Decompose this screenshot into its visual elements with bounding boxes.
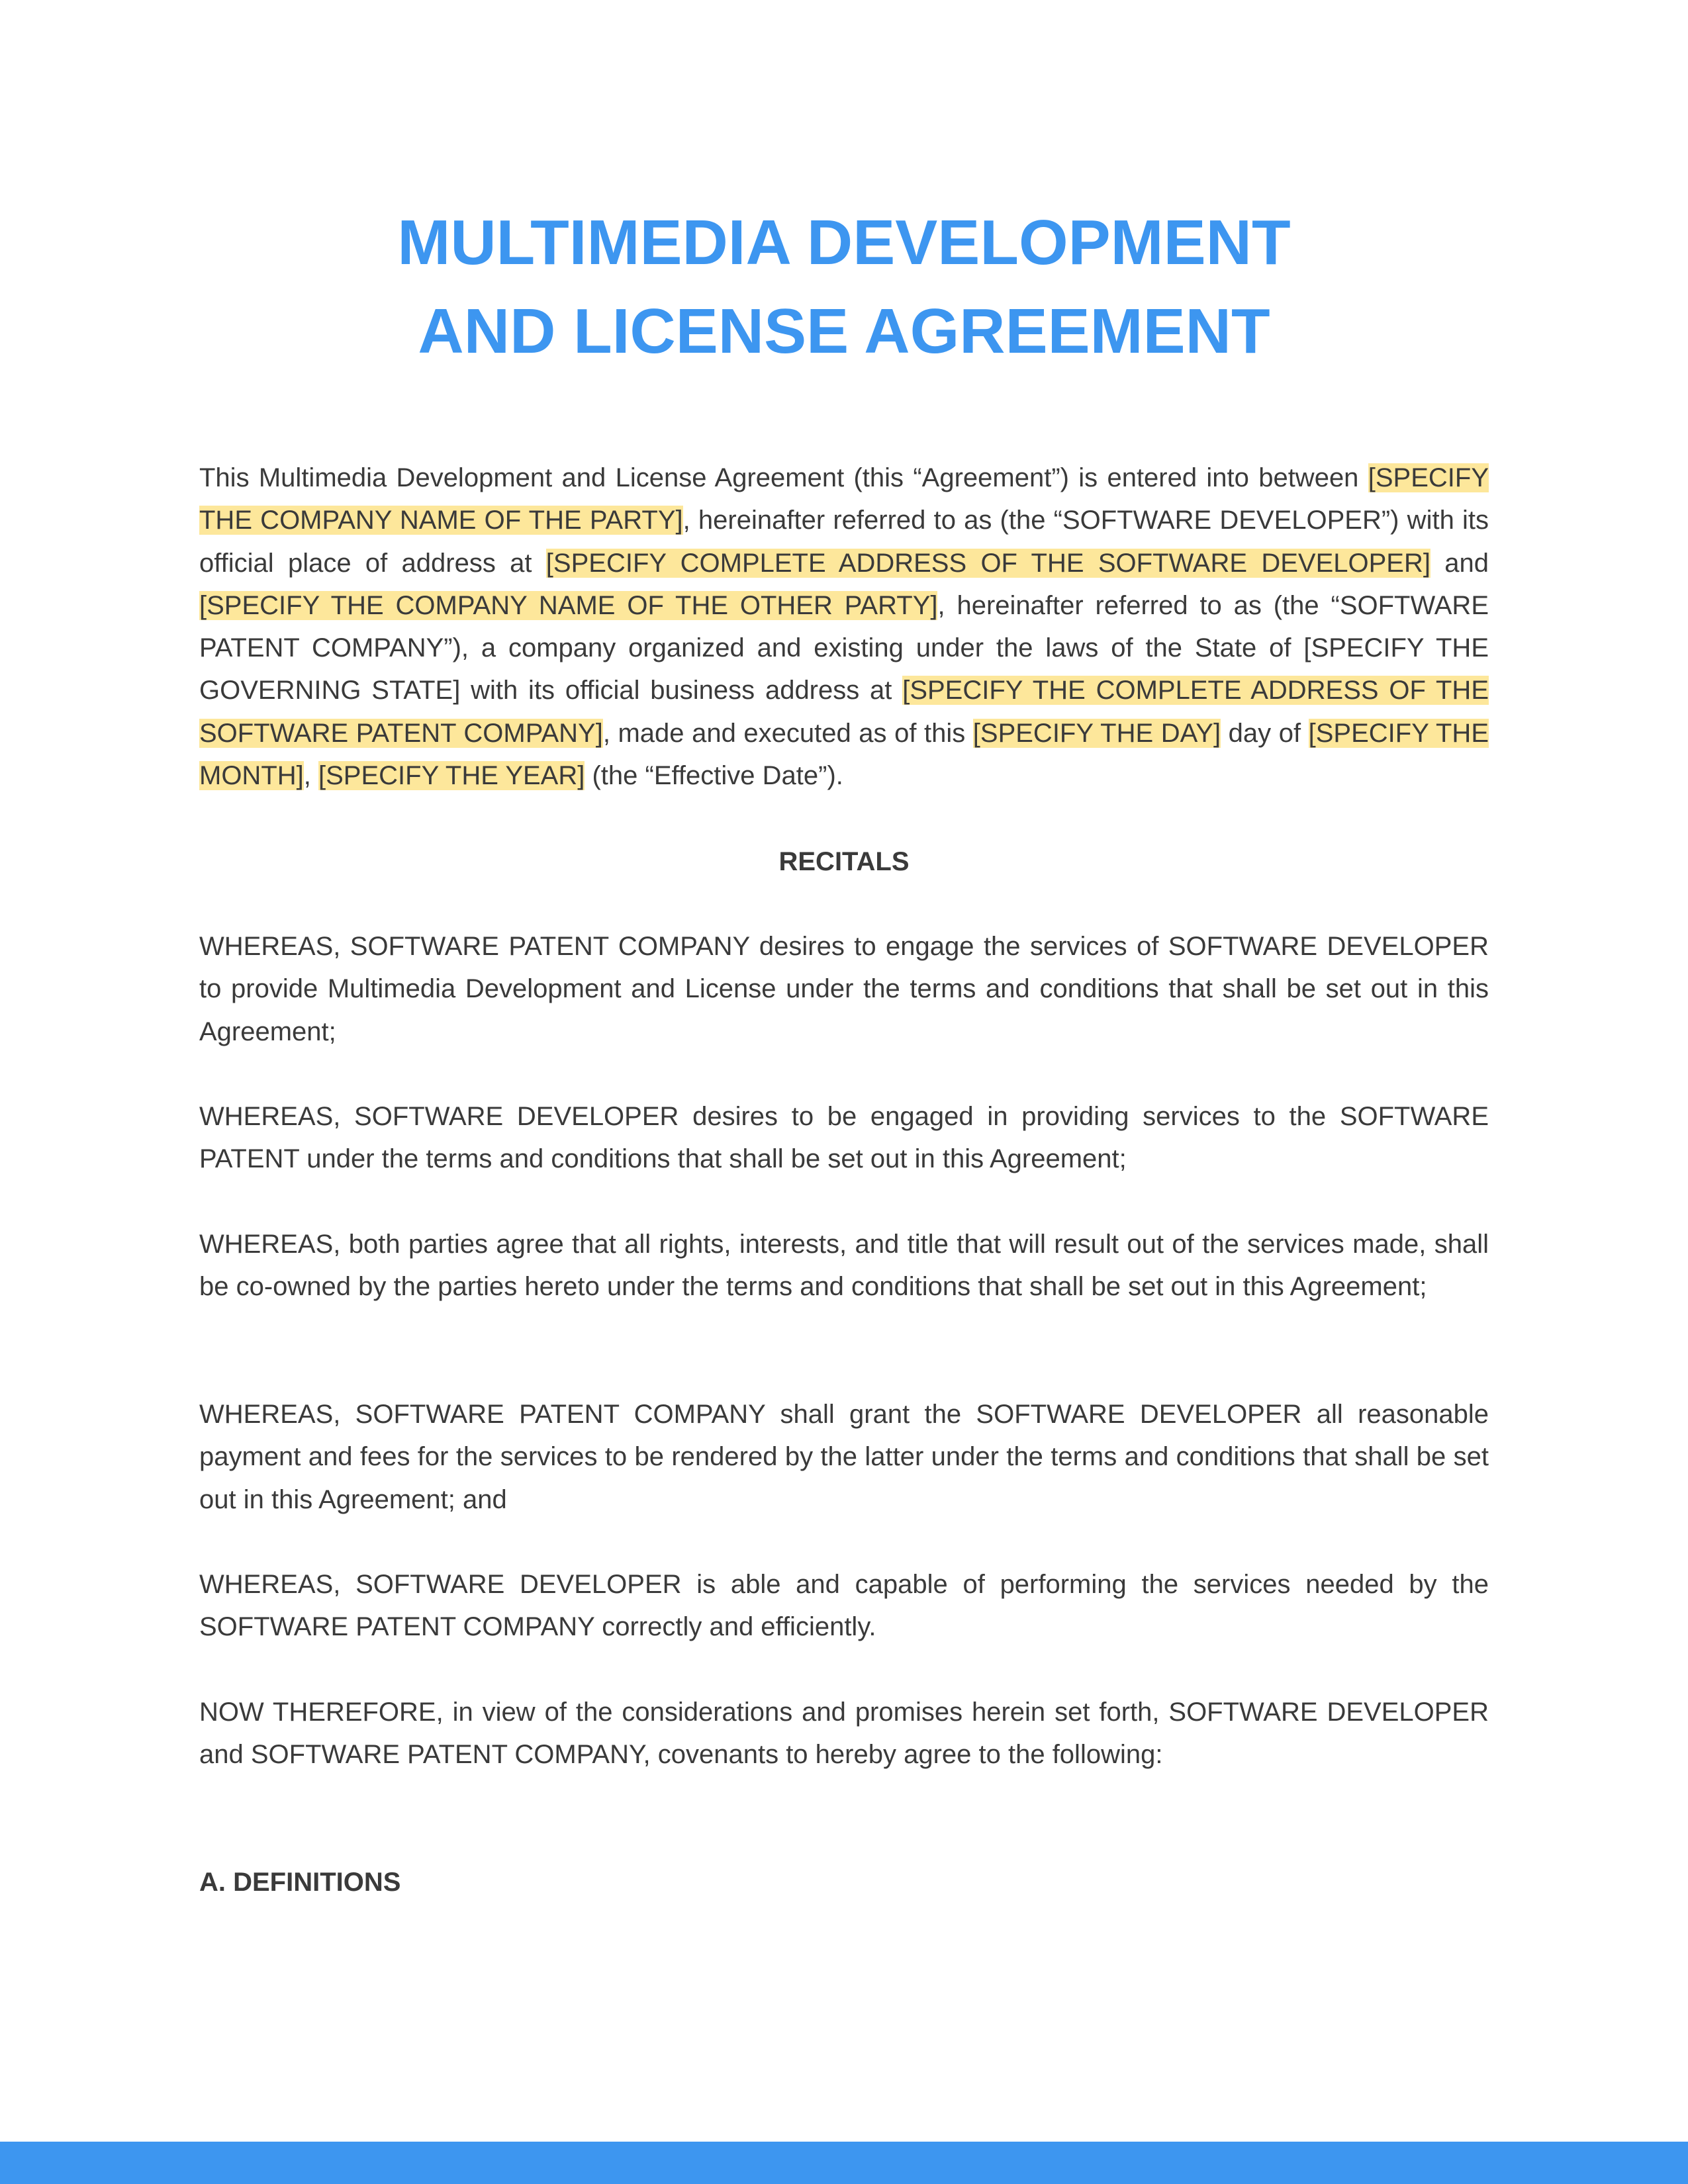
footer-bar: [0, 2142, 1688, 2184]
placeholder-patent-company-address: [SPECIFY THE COMPLETE ADDRESS OF THE SOFTWARE PATENT COMPANY]: [199, 676, 1489, 748]
recital-paragraph: WHEREAS, SOFTWARE DEVELOPER desires to be engaged in providing services to the SOFTWARE PATENT under the terms and conditions that shall be set out in this Agreement;: [199, 1102, 1489, 1174]
placeholder-year: [SPECIFY THE YEAR]: [318, 761, 585, 791]
now-therefore-paragraph: NOW THEREFORE, in view of the considerations and promises herein set forth, SOFTWARE DEVELOPER and SOFTWARE PATENT COMPANY, covenants to hereby agree to the following:: [199, 1698, 1489, 1770]
intro-text: , hereinafter referred to as (the “SOFTWARE PATENT COMPANY”), a company organized and existing under the laws of the State of [SPECIFY THE GOVERNING STATE] with its official business address at: [199, 590, 1489, 705]
recital-paragraph: WHEREAS, SOFTWARE DEVELOPER is able and capable of performing the services needed by the SOFTWARE PATENT COMPANY correctly and efficiently.: [199, 1570, 1489, 1642]
intro-paragraph: [199, 457, 1489, 797]
title-line-1: MULTIMEDIA DEVELOPMENT: [397, 207, 1291, 278]
placeholder-day: [SPECIFY THE DAY]: [972, 718, 1221, 748]
intro-text: ,: [303, 761, 318, 791]
recital-paragraph: WHEREAS, SOFTWARE PATENT COMPANY shall grant the SOFTWARE DEVELOPER all reasonable payment and fees for the services to be rendered by the latter under the terms and conditions that shall be set out in this Agreement; and: [199, 1400, 1489, 1514]
placeholder-party-name: [SPECIFY THE COMPANY NAME OF THE PARTY]: [199, 463, 1489, 535]
recital-paragraph: WHEREAS, both parties agree that all rights, interests, and title that will result out of the services made, shall be co-owned by the parties hereto under the terms and conditions that shall be set out in this Agreement;: [199, 1230, 1489, 1302]
title-line-2: AND LICENSE AGREEMENT: [418, 296, 1270, 367]
intro-text: (the “Effective Date”).: [585, 761, 843, 791]
intro-text: , made and executed as of this: [602, 718, 973, 748]
placeholder-month: [SPECIFY THE MONTH]: [199, 718, 1489, 791]
intro-text: day of: [1221, 718, 1309, 748]
intro-text: This Multimedia Development and License Agreement (this “Agreement”) is entered into between: [199, 463, 1368, 492]
intro-text: , hereinafter referred to as (the “SOFTWARE DEVELOPER”) with its official place of address at: [199, 506, 1489, 578]
recitals-heading: RECITALS: [778, 847, 910, 876]
recital-paragraph: WHEREAS, SOFTWARE PATENT COMPANY desires to engage the services of SOFTWARE DEVELOPER to provide Multimedia Development and License under the terms and conditions that shall be set out in this Agreement;: [199, 932, 1489, 1046]
document-title: [0, 199, 1688, 376]
placeholder-developer-address: [SPECIFY COMPLETE ADDRESS OF THE SOFTWARE DEVELOPER]: [545, 548, 1430, 578]
intro-text: and: [1430, 548, 1489, 578]
placeholder-other-party-name: [SPECIFY THE COMPANY NAME OF THE OTHER PARTY]: [199, 590, 938, 620]
section-heading-definitions: A. DEFINITIONS: [199, 1868, 401, 1897]
